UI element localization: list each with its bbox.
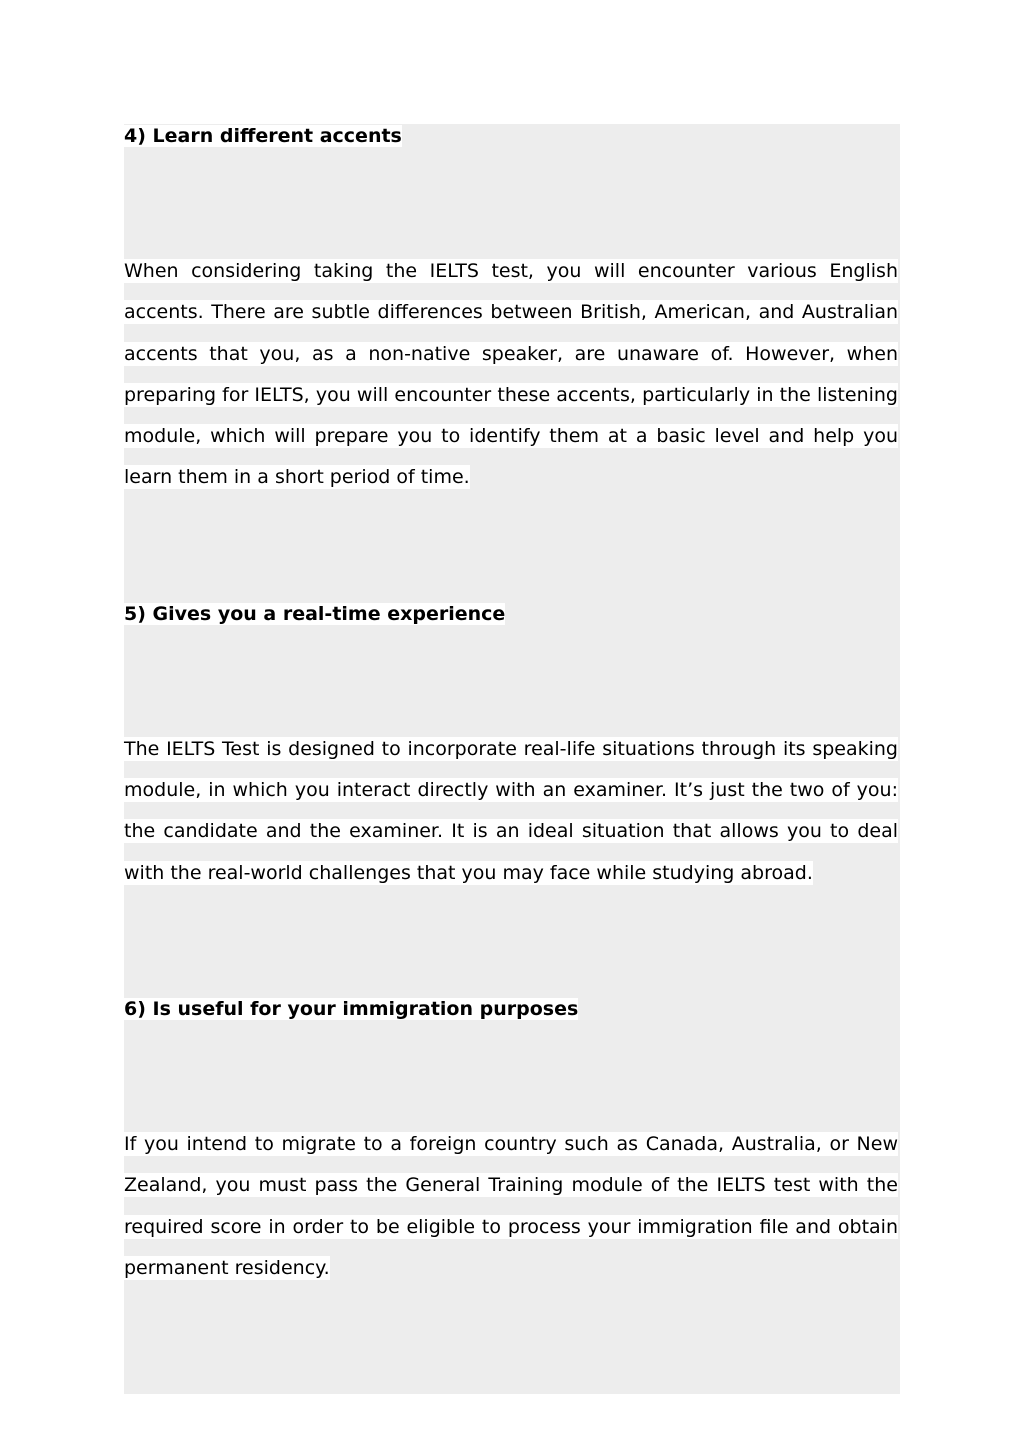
section-immigration-purposes: [124, 997, 898, 1289]
document-body: [124, 124, 898, 1289]
section-paragraph: If you intend to migrate to a foreign country such as Canada, Australia, or New Zealand, you must pass the General Training module of the IELTS test with the required score in order to be eligible to process your immigration file and obtain permanent residency.: [124, 1132, 898, 1279]
section-heading: 4) Learn different accents: [124, 125, 402, 147]
section-heading: 6) Is useful for your immigration purposes: [124, 997, 579, 1020]
section-heading: 5) Gives you a real-time experience: [124, 602, 506, 625]
section-paragraph: When considering taking the IELTS test, you will encounter various English accents. There are subtle differences between British, American, and Australian accents that you, as a non-native speaker, are unaware of. However, when preparing for IELTS, you will encounter these accents, particularly in the listening module, which will prepare you to identify them at a basic level and help you learn them in a short period of time.: [124, 260, 898, 489]
section-real-time-experience: [124, 602, 898, 997]
section-learn-accents: [124, 124, 898, 602]
section-paragraph: The IELTS Test is designed to incorporate real-life situations through its speaking module, in which you interact directly with an examiner. It’s just the two of you: the candidate and the examiner. It is an ideal situation that allows you to deal with the real-world challenges that you may face while studying abroad.: [124, 737, 898, 884]
